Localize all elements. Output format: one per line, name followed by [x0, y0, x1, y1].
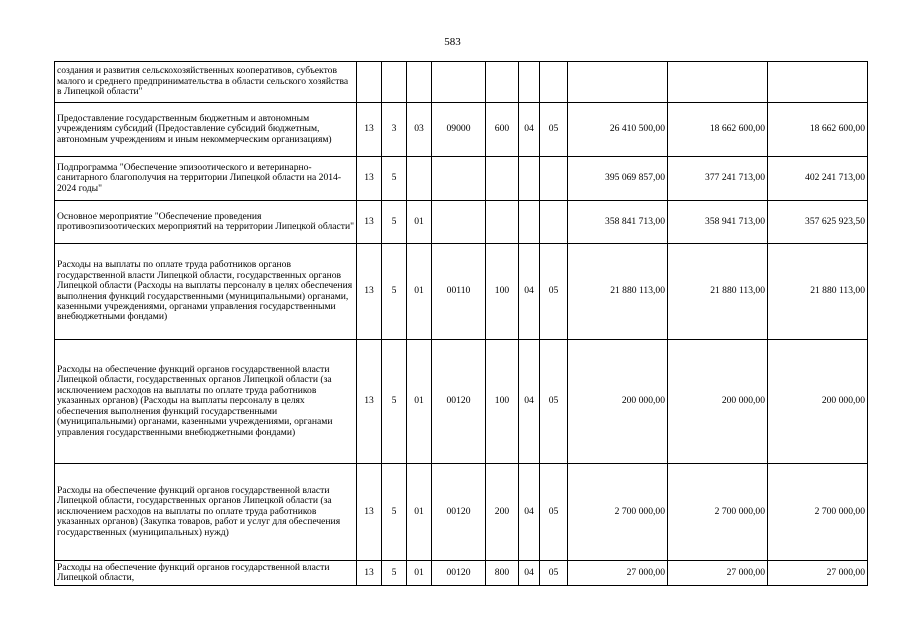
code-2 [382, 62, 407, 103]
amount-2: 21 880 113,00 [668, 244, 768, 340]
amount-1: 27 000,00 [568, 561, 668, 586]
amount-2: 2 700 000,00 [668, 464, 768, 561]
code-5: 200 [486, 464, 519, 561]
row-description: Расходы на обеспечение функций органов государственной власти Липецкой области, государственных органов Липецкой области (за исключением расходов на выплаты по оплате труда работников указанных органов) (Расходы на выплаты персоналу в целях обеспечения выполнения функций государственными (муниципальными) органами, казенными учреждениями, органами управления государственными внебюджетными фондами) [55, 340, 357, 464]
code-6 [519, 62, 540, 103]
code-7 [540, 157, 568, 201]
code-5 [486, 157, 519, 201]
code-6: 04 [519, 340, 540, 464]
amount-1: 21 880 113,00 [568, 244, 668, 340]
amount-3 [768, 62, 868, 103]
code-2: 3 [382, 103, 407, 157]
code-2: 5 [382, 201, 407, 244]
code-1: 13 [357, 244, 382, 340]
row-description: Расходы на выплаты по оплате труда работников органов государственной власти Липецкой области, государственных органов Липецкой области (Расходы на выплаты персоналу в целях обеспечения выполнения функций государственными (муниципальными) органами, казенными учреждениями, органами управления государственными внебюджетными фондами) [55, 244, 357, 340]
code-6: 04 [519, 561, 540, 586]
code-7: 05 [540, 340, 568, 464]
code-7: 05 [540, 464, 568, 561]
amount-3: 200 000,00 [768, 340, 868, 464]
amount-3: 2 700 000,00 [768, 464, 868, 561]
table-row [55, 561, 868, 586]
code-4 [432, 157, 486, 201]
code-1 [357, 62, 382, 103]
amount-2: 27 000,00 [668, 561, 768, 586]
code-5 [486, 201, 519, 244]
amount-1: 26 410 500,00 [568, 103, 668, 157]
table-row [55, 103, 868, 157]
row-description: Расходы на обеспечение функций органов государственной власти Липецкой области, [55, 561, 357, 586]
amount-1: 200 000,00 [568, 340, 668, 464]
code-3 [407, 62, 432, 103]
row-description: Подпрограмма "Обеспечение эпизоотического и ветеринарно-санитарного благополучия на территории Липецкой области на 2014-2024 годы" [55, 157, 357, 201]
code-5: 800 [486, 561, 519, 586]
table-row [55, 157, 868, 201]
amount-1: 2 700 000,00 [568, 464, 668, 561]
code-5 [486, 62, 519, 103]
table-row [55, 464, 868, 561]
code-1: 13 [357, 103, 382, 157]
amount-2: 200 000,00 [668, 340, 768, 464]
code-7: 05 [540, 103, 568, 157]
code-3: 03 [407, 103, 432, 157]
table-row [55, 244, 868, 340]
code-7: 05 [540, 244, 568, 340]
code-2: 5 [382, 244, 407, 340]
code-1: 13 [357, 157, 382, 201]
table-row [55, 201, 868, 244]
code-6: 04 [519, 103, 540, 157]
code-5: 100 [486, 340, 519, 464]
code-6: 04 [519, 244, 540, 340]
row-description: Основное мероприятие "Обеспечение проведения противоэпизоотических мероприятий на территории Липецкой области" [55, 201, 357, 244]
code-1: 13 [357, 561, 382, 586]
code-6 [519, 157, 540, 201]
code-5: 100 [486, 244, 519, 340]
code-1: 13 [357, 201, 382, 244]
code-6: 04 [519, 464, 540, 561]
code-3: 01 [407, 201, 432, 244]
code-3: 01 [407, 340, 432, 464]
code-5: 600 [486, 103, 519, 157]
amount-2: 377 241 713,00 [668, 157, 768, 201]
code-4: 00120 [432, 464, 486, 561]
code-4: 00120 [432, 340, 486, 464]
amount-3: 18 662 600,00 [768, 103, 868, 157]
code-2: 5 [382, 464, 407, 561]
amount-2 [668, 62, 768, 103]
amount-3: 27 000,00 [768, 561, 868, 586]
row-description: создания и развития сельскохозяйственных кооперативов, субъектов малого и среднего предпринимательства в области сельского хозяйства в Липецкой области" [55, 62, 357, 103]
row-description: Расходы на обеспечение функций органов государственной власти Липецкой области, государственных органов Липецкой области (за исключением расходов на выплаты по оплате труда работников указанных органов) (Закупка товаров, работ и услуг для обеспечения государственных (муниципальных) нужд) [55, 464, 357, 561]
amount-1: 395 069 857,00 [568, 157, 668, 201]
code-3 [407, 157, 432, 201]
code-2: 5 [382, 157, 407, 201]
code-3: 01 [407, 561, 432, 586]
amount-2: 18 662 600,00 [668, 103, 768, 157]
code-4 [432, 201, 486, 244]
code-3: 01 [407, 244, 432, 340]
table-row [55, 62, 868, 103]
amount-2: 358 941 713,00 [668, 201, 768, 244]
code-6 [519, 201, 540, 244]
code-2: 5 [382, 340, 407, 464]
amount-3: 357 625 923,50 [768, 201, 868, 244]
row-description: Предоставление государственным бюджетным и автономным учреждениям субсидий (Предоставление субсидий бюджетным, автономным учреждениям и иным некоммерческим организациям) [55, 103, 357, 157]
page-number: 583 [444, 36, 461, 48]
code-2: 5 [382, 561, 407, 586]
code-4: 00120 [432, 561, 486, 586]
amount-1: 358 841 713,00 [568, 201, 668, 244]
amount-3: 21 880 113,00 [768, 244, 868, 340]
code-7 [540, 201, 568, 244]
code-4: 00110 [432, 244, 486, 340]
code-1: 13 [357, 464, 382, 561]
amount-1 [568, 62, 668, 103]
code-7 [540, 62, 568, 103]
code-4 [432, 62, 486, 103]
table-row [55, 340, 868, 464]
code-3: 01 [407, 464, 432, 561]
code-4: 09000 [432, 103, 486, 157]
budget-table [54, 61, 868, 586]
amount-3: 402 241 713,00 [768, 157, 868, 201]
code-7: 05 [540, 561, 568, 586]
code-1: 13 [357, 340, 382, 464]
